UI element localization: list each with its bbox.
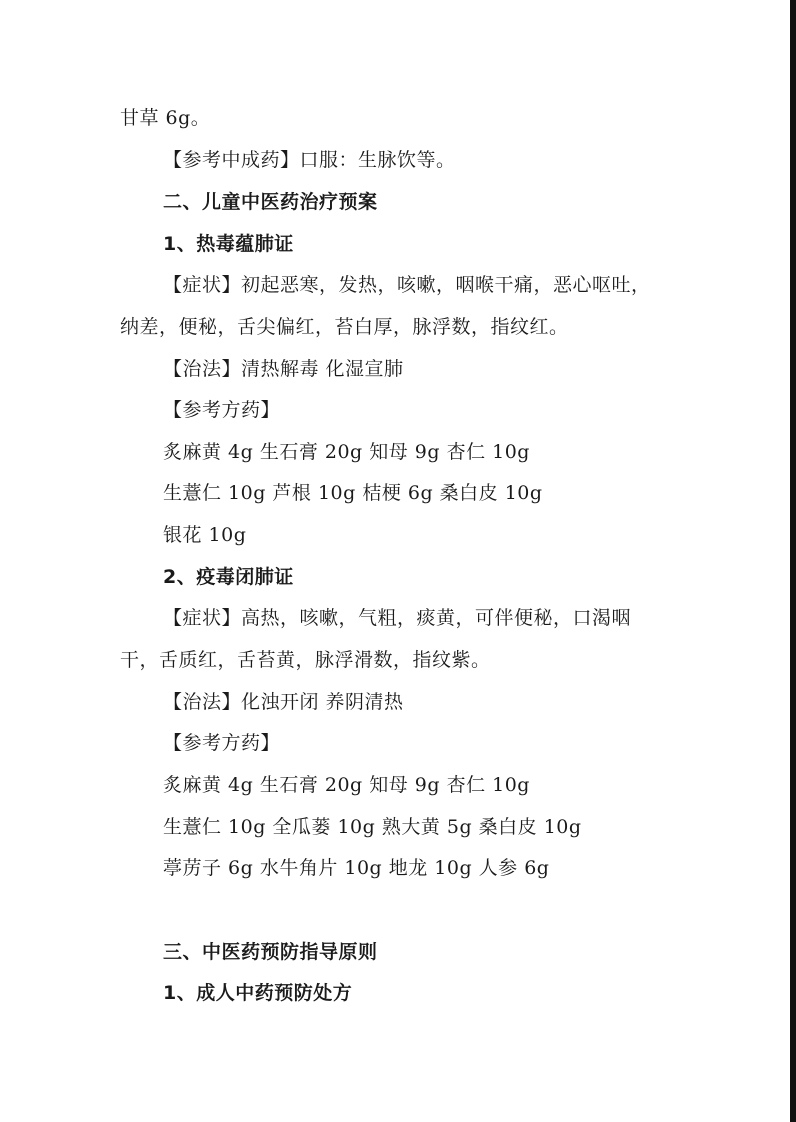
subsection-heading: 1、成人中药预防处方: [163, 982, 353, 1004]
body-text: 干，舌质红，舌苔黄，脉浮滑数，指纹紫。: [120, 649, 491, 671]
body-text: 【治法】清热解毒 化湿宣肺: [163, 358, 404, 380]
body-text: 炙麻黄 4g 生石膏 20g 知母 9g 杏仁 10g: [163, 774, 530, 796]
body-text: 【参考方药】: [163, 399, 281, 421]
body-text: 纳差，便秘，舌尖偏红，苔白厚，脉浮数，指纹红。: [120, 316, 569, 338]
body-text: 【治法】化浊开闭 养阴清热: [163, 691, 404, 713]
body-text: 生薏仁 10g 芦根 10g 桔梗 6g 桑白皮 10g: [163, 482, 543, 504]
subsection-heading: 2、疫毒闭肺证: [163, 566, 294, 588]
section-heading: 三、中医药预防指导原则: [163, 941, 378, 963]
body-text: 葶苈子 6g 水牛角片 10g 地龙 10g 人参 6g: [163, 857, 550, 879]
body-text: 【症状】初起恶寒，发热，咳嗽，咽喉干痛，恶心呕吐，: [163, 274, 651, 296]
body-text: 生薏仁 10g 全瓜蒌 10g 熟大黄 5g 桑白皮 10g: [163, 816, 582, 838]
body-text: 【参考方药】: [163, 732, 281, 754]
body-text: 银花 10g: [163, 524, 247, 546]
body-text: 【症状】高热，咳嗽，气粗，痰黄，可伴便秘，口渴咽: [163, 607, 632, 629]
body-text: 炙麻黄 4g 生石膏 20g 知母 9g 杏仁 10g: [163, 441, 530, 463]
subsection-heading: 1、热毒蕴肺证: [163, 233, 294, 255]
body-text: 【参考中成药】口服：生脉饮等。: [163, 149, 456, 171]
page-edge-border: [790, 0, 796, 1122]
body-text: 甘草 6g。: [120, 107, 211, 129]
section-heading: 二、儿童中医药治疗预案: [163, 191, 378, 213]
